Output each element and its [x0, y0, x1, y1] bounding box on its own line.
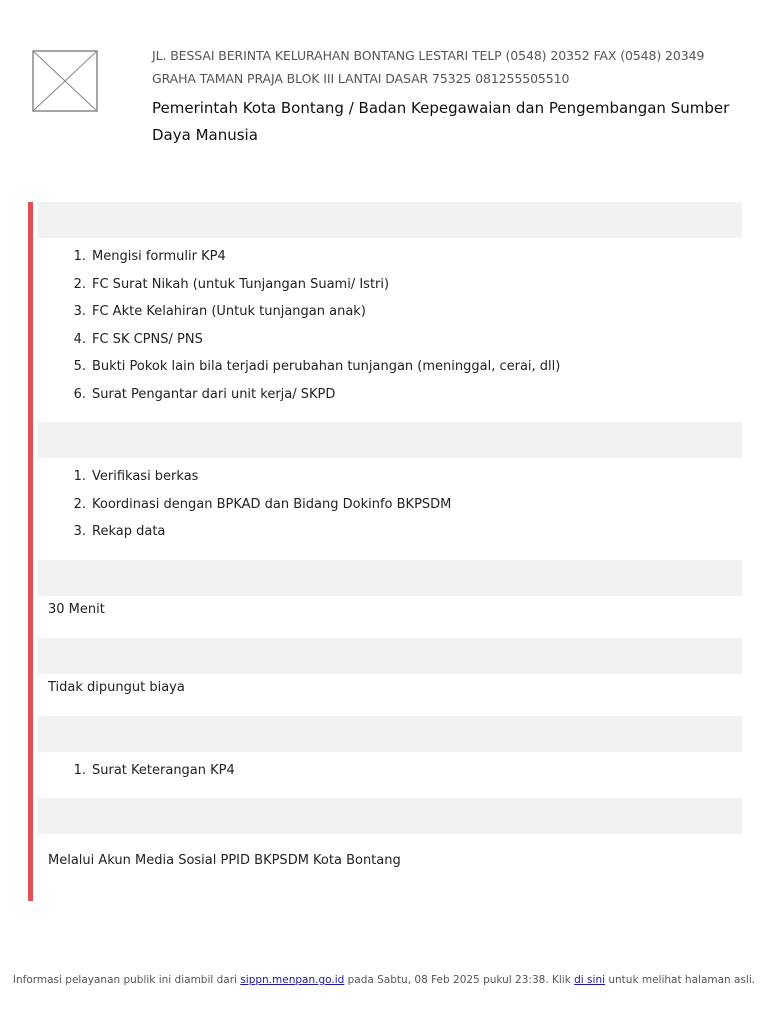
organization-title: Pemerintah Kota Bontang / Badan Kepegawaian dan Pengembangan Sumber Daya Manusia: [152, 99, 730, 144]
list-item: 3. FC Akte Kelahiran (Untuk tunjangan anak): [73, 304, 366, 319]
complaints-text: Melalui Akun Media Sosial PPID BKPSDM Kota Bontang: [48, 853, 401, 868]
list-item: 2. Koordinasi dengan BPKAD dan Bidang Dokinfo BKPSDM: [73, 497, 452, 512]
list-item: 6. Surat Pengantar dari unit kerja/ SKPD: [73, 387, 336, 402]
list-item: 1. Mengisi formulir KP4: [73, 249, 226, 264]
list-item: 1. Surat Keterangan KP4: [73, 763, 235, 778]
duration-text: 30 Menit: [48, 602, 105, 617]
list-item: 2. FC Surat Nikah (untuk Tunjangan Suami/ Istri): [73, 277, 390, 292]
address-line-1: JL. BESSAI BERINTA KELURAHAN BONTANG LESTARI TELP (0548) 20352 FAX (0548) 20349: [152, 48, 705, 63]
original-page-link[interactable]: di sini: [574, 974, 606, 986]
service-info-panel: [28, 202, 742, 901]
logo-placeholder-icon: [32, 50, 98, 112]
cost-text: Tidak dipungut biaya: [48, 680, 185, 695]
section-header-cost: [38, 638, 742, 674]
section-header-duration: [38, 560, 742, 596]
section-header-products: [38, 716, 742, 752]
section-header-requirements: [38, 202, 742, 238]
list-item: 5. Bukti Pokok lain bila terjadi perubahan tunjangan (meninggal, cerai, dll): [73, 359, 561, 374]
list-item: 4. FC SK CPNS/ PNS: [73, 332, 203, 347]
address-line-2: GRAHA TAMAN PRAJA BLOK III LANTAI DASAR 75325 081255505510: [152, 71, 570, 86]
source-link[interactable]: sippn.menpan.go.id: [240, 974, 345, 986]
list-item: 1. Verifikasi berkas: [73, 469, 199, 484]
section-header-procedure: [38, 422, 742, 458]
section-header-complaints: [38, 798, 742, 834]
footer-note: Informasi pelayanan publik ini diambil dari sippn.menpan.go.id pada Sabtu, 08 Feb 2025 pukul 23:38. Klik di sini untuk melihat halaman asli.: [12, 974, 756, 986]
list-item: 3. Rekap data: [73, 524, 166, 539]
